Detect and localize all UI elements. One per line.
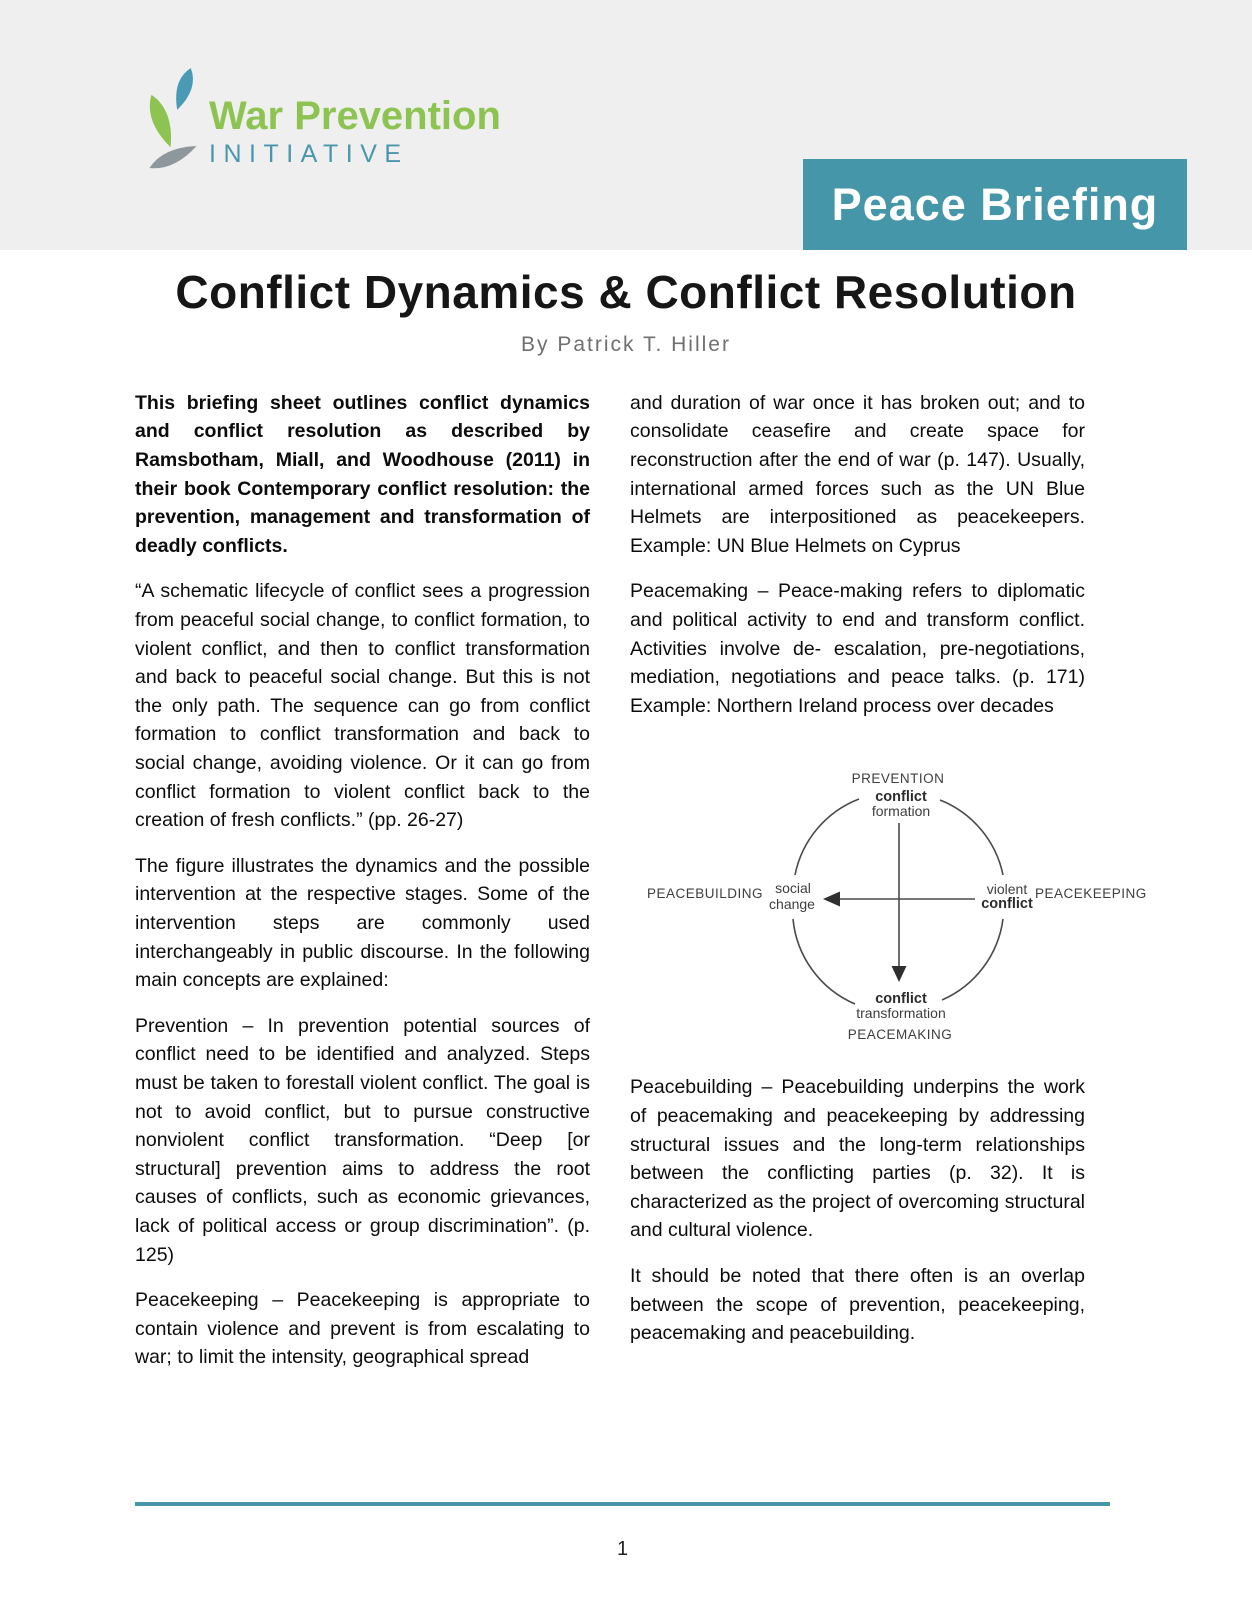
figure-node-formation: formation: [871, 803, 931, 820]
figure-node-conflict-right: conflict: [981, 896, 1033, 913]
logo-wordmark-line1: War Prevention: [209, 94, 501, 138]
arc-southwest: [793, 919, 855, 1004]
figure-node-violent: violent: [986, 881, 1028, 898]
page-title: Conflict Dynamics & Conflict Resolution: [175, 266, 1077, 318]
footer: [135, 1502, 1110, 1561]
figure-label-peacebuilding: PEACEBUILDING: [646, 886, 764, 902]
conflict-cycle-figure: [620, 737, 1147, 1047]
arc-northwest: [795, 799, 859, 875]
figure-label-peacekeeping: PEACEKEEPING: [1035, 886, 1147, 902]
logo: [131, 56, 501, 180]
figure-node-transformation: transformation: [856, 1005, 946, 1022]
page-number: 1: [616, 1538, 629, 1560]
logo-wordmark-line2: INITIATIVE: [209, 140, 409, 168]
figure-intro-paragraph: The figure illustrates the dynamics and the possible intervention at the respective stages. Some of the intervention steps are commonly used interchangeably in public discourse. In the following main concepts are explained:: [135, 854, 590, 992]
figure-node-change: change: [769, 896, 815, 913]
arc-southeast: [942, 919, 1003, 1000]
column-right: [630, 389, 1147, 1389]
left-arrowhead-icon: [823, 892, 840, 907]
peacekeeping-paragraph: Peacekeeping – Peacekeeping is appropriate to contain violence and prevent is from escalating to war; to limit the intensity, geographical spread: [135, 1289, 590, 1369]
logo-wordmark: [209, 56, 501, 167]
peacebuilding-paragraph: Peacebuilding – Peacebuilding underpins the work of peacemaking and peacekeeping by addressing structural issues and the long-term relationships between the conflicting parties (p. 32). It is characterized as the project of overcoming structural and cultural violence.: [630, 1076, 1085, 1242]
content-columns: [0, 389, 1252, 1389]
figure-label-prevention: PREVENTION: [851, 771, 945, 787]
prevention-paragraph: Prevention – In prevention potential sources of conflict need to be identified and analyzed. Steps must be taken to forestall violent conflict. The goal is not to avoid conflict, but to pursue constructive nonviolent conflict transformation. “Deep [or structural] prevention aims to address the root causes of conflicts, such as economic grievances, lack of political access or group discrimination”. (p. 125): [135, 1014, 590, 1266]
figure-label-peacemaking: PEACEMAKING: [847, 1027, 953, 1043]
arc-northeast: [940, 800, 1003, 875]
byline: By Patrick T. Hiller: [521, 332, 731, 356]
leaves-icon: [131, 56, 205, 180]
overlap-note-paragraph: It should be noted that there often is an overlap between the scope of prevention, peacekeeping, peacemaking and peacebuilding.: [630, 1264, 1085, 1345]
figure-node-social: social: [775, 880, 811, 897]
figure-node-conflict-bottom: conflict: [875, 991, 927, 1008]
header-band: [0, 0, 1252, 250]
peacekeeping-continued-paragraph: and duration of war once it has broken out; and to consolidate ceasefire and create space for reconstruction after the end of war (p. 147). Usually, international armed forces such as the UN Blue Helmets are interpositioned as peacekeepers. Example: UN Blue Helmets on Cyprus: [630, 391, 1085, 557]
footer-rule: [135, 1502, 1110, 1506]
conflict-cycle-diagram: [620, 737, 1147, 1047]
column-left: [135, 389, 590, 1389]
lifecycle-quote-paragraph: “A schematic lifecycle of conflict sees a progression from peaceful social change, to conflict formation, to violent conflict, and then to conflict transformation and back to peaceful social change. But this is not the only path. The sequence can go from conflict formation to conflict transformation and back to social change, avoiding violence. Or it can go from conflict formation to violent conflict back to the creation of fresh conflicts.” (pp. 26-27): [135, 580, 590, 832]
peace-briefing-banner: Peace Briefing: [803, 159, 1187, 250]
peacemaking-paragraph: Peacemaking – Peace-making refers to diplomatic and political activity to end and transform conflict. Activities involve de- escalation, pre-negotiations, mediation, negotiations and peace talks. (p. 171) Example: Northern Ireland process over decades: [630, 580, 1085, 717]
intro-paragraph: This briefing sheet outlines conflict dynamics and conflict resolution as described by Ramsbotham, Miall, and Woodhouse (2011) in their book Contemporary conflict resolution: the prevention, management and transformation of deadly conflicts.: [135, 391, 590, 557]
figure-node-conflict-top: conflict: [875, 789, 927, 806]
down-arrowhead-icon: [892, 966, 907, 982]
